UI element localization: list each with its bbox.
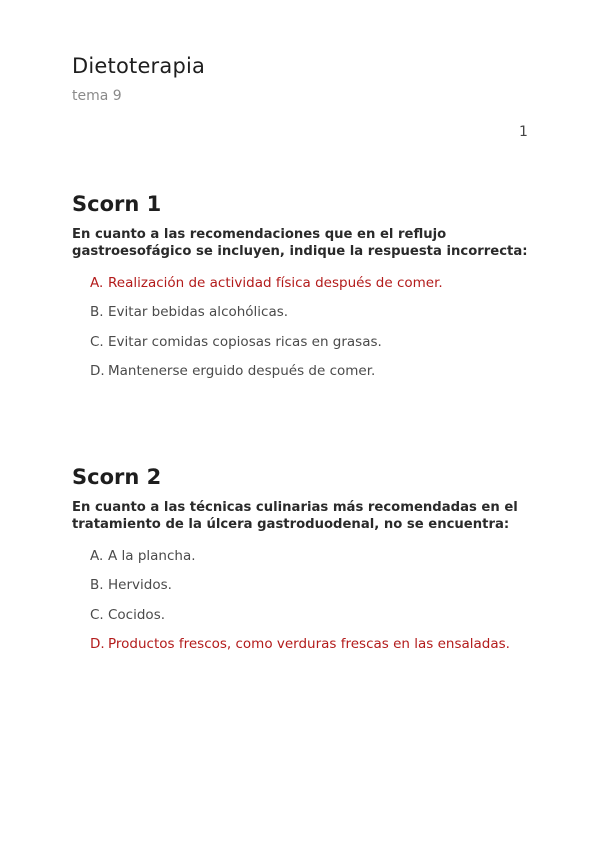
answer-text: Cocidos.: [108, 606, 166, 623]
page-number: 1: [519, 124, 528, 140]
answer-text: Mantenerse erguido después de comer.: [108, 362, 376, 379]
answer-option-a: [90, 275, 532, 304]
answer-option-b: [90, 304, 532, 333]
answer-letter: A.: [90, 548, 104, 564]
scorn-section-1: [72, 190, 532, 392]
answer-text: Realización de actividad física después de comer.: [108, 275, 443, 291]
answer-option-d: [90, 636, 532, 665]
question-text: En cuanto a las recomendaciones que en el reflujo gastroesofágico se incluyen, indique la respuesta incorrecta:: [72, 227, 528, 259]
document-subtitle: tema 9: [72, 88, 122, 104]
answer-option-c: [90, 334, 532, 363]
answer-option-a: [90, 548, 532, 577]
scorn-section-2: [72, 463, 532, 665]
question-text: En cuanto a las técnicas culinarias más recomendadas en el tratamiento de la úlcera gastroduodenal, no se encuentra:: [72, 500, 518, 532]
answer-letter: C.: [90, 333, 104, 350]
answer-option-c: [90, 607, 532, 636]
answer-list: [72, 548, 532, 665]
answer-letter: C.: [90, 606, 104, 623]
answer-letter: D.: [90, 362, 105, 379]
answer-text: A la plancha.: [108, 548, 196, 564]
answer-option-d: [90, 363, 532, 392]
section-title: Scorn 1: [72, 192, 162, 216]
document-title: Dietoterapia: [72, 54, 206, 78]
answer-letter: A.: [90, 275, 104, 291]
answer-letter: D.: [90, 635, 105, 652]
answer-list: [72, 275, 532, 392]
answer-text: Evitar comidas copiosas ricas en grasas.: [108, 333, 382, 350]
answer-text: Hervidos.: [108, 577, 172, 594]
answer-letter: B.: [90, 577, 104, 594]
answer-letter: B.: [90, 304, 104, 321]
section-title: Scorn 2: [72, 465, 162, 489]
answer-option-b: [90, 577, 532, 606]
answer-text: Evitar bebidas alcohólicas.: [108, 304, 289, 321]
answer-text: Productos frescos, como verduras frescas en las ensaladas.: [108, 635, 510, 652]
